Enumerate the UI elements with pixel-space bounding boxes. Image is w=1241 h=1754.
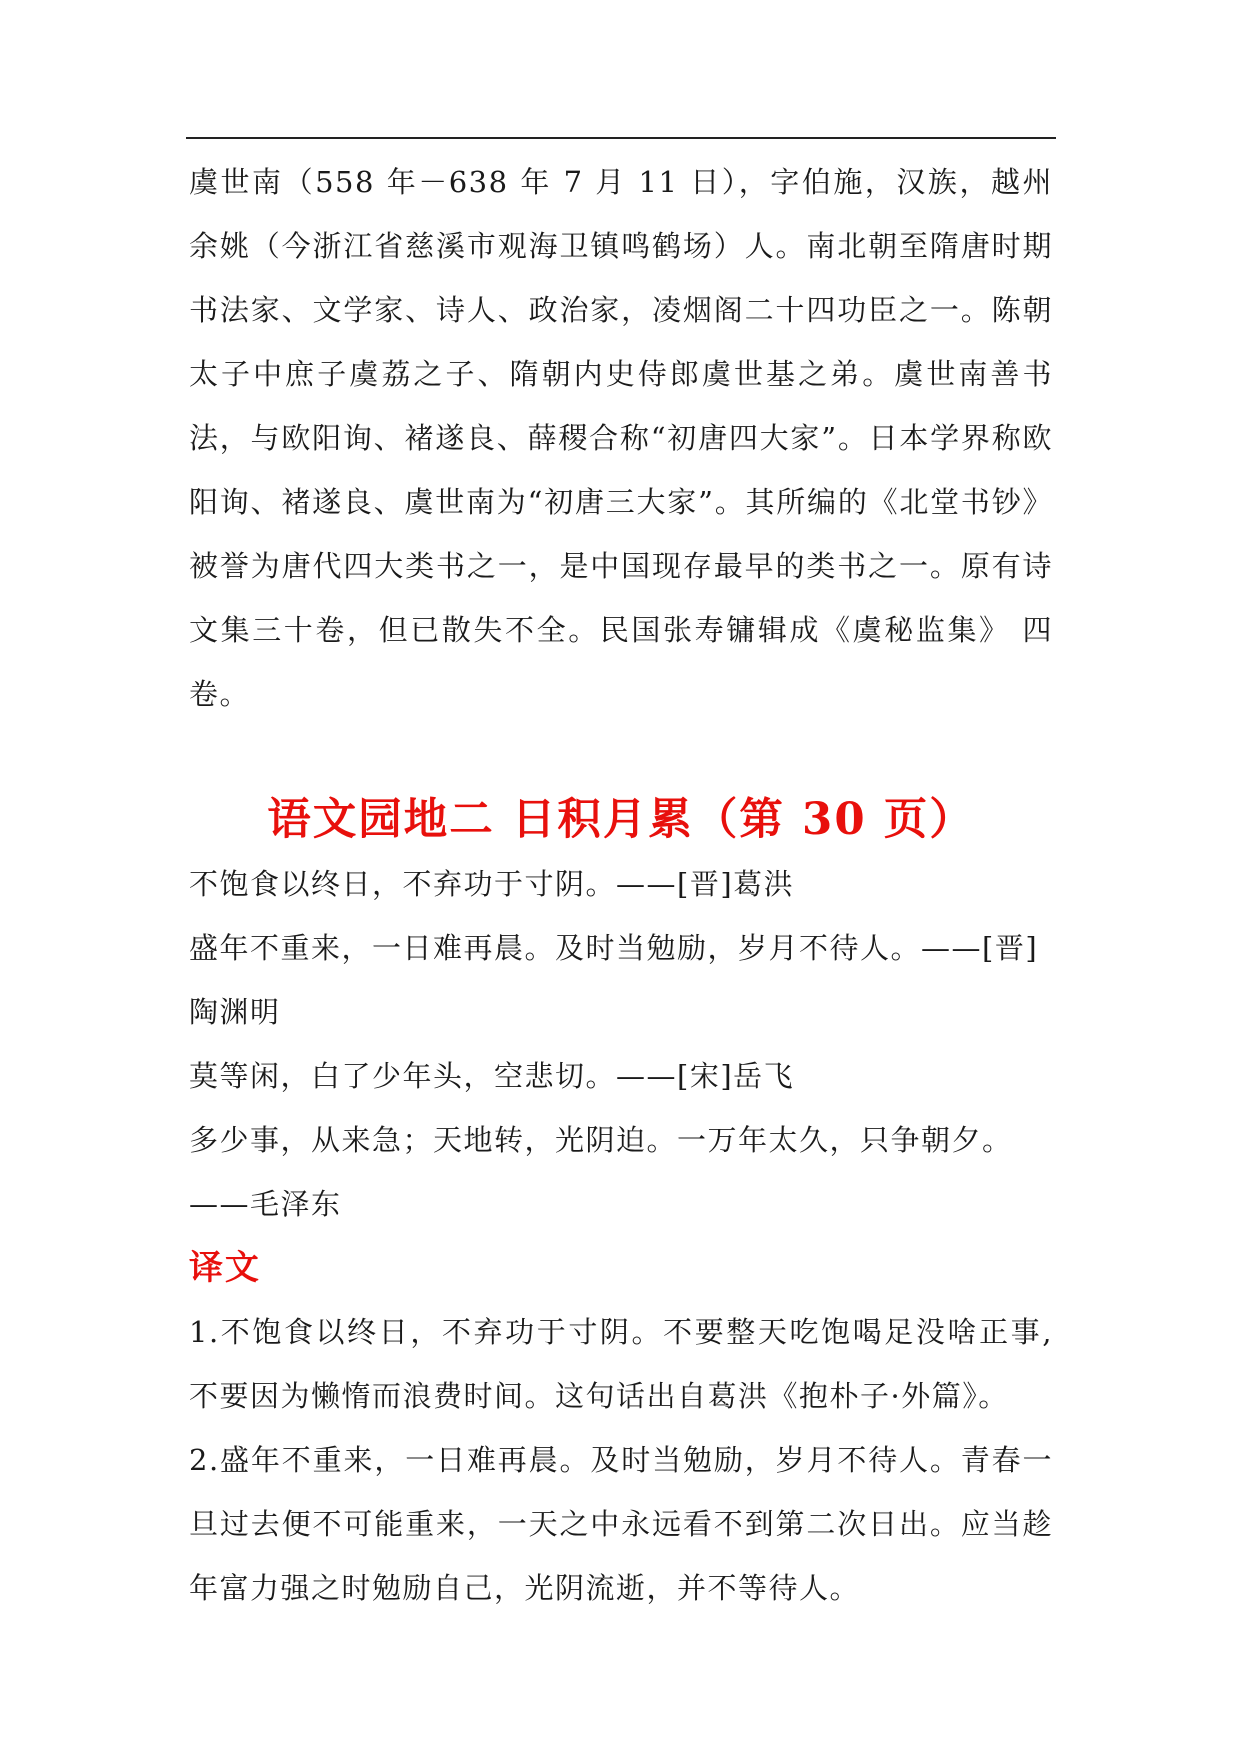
page-content xyxy=(189,150,1053,1620)
quote-item: 莫等闲，白了少年头，空悲切。——[宋]岳飞 xyxy=(189,1059,795,1093)
translation-heading: 译文 xyxy=(189,1248,261,1288)
section-title: 语文园地二 日积月累（第 30 页） xyxy=(267,794,975,845)
translation-list xyxy=(189,1300,1053,1620)
header-rule xyxy=(186,137,1056,139)
translation-item: 1.不饱食以终日，不弃功于寸阴。不要整天吃饱喝足没啥正事,不要因为懒惰而浪费时间。这句话出自葛洪《抱朴子·外篇》。 xyxy=(189,1315,1053,1413)
translation-item: 2.盛年不重来，一日难再晨。及时当勉励，岁月不待人。青春一旦过去便不可能重来，一天之中永远看不到第二次日出。应当趁年富力强之时勉励自己，光阴流逝，并不等待人。 xyxy=(189,1443,1053,1605)
quote-list xyxy=(189,852,1053,1236)
quote-item: 盛年不重来，一日难再晨。及时当勉励，岁月不待人。——[晋]陶渊明 xyxy=(189,931,1039,1029)
biography-paragraph: 虞世南（558 年－638 年 7 月 11 日），字伯施，汉族，越州余姚（今浙江省慈溪市观海卫镇鸣鹤场）人。南北朝至隋唐时期书法家、文学家、诗人、政治家，凌烟阁二十四功臣之一。陈朝太子中庶子虞荔之子、隋朝内史侍郎虞世基之弟。虞世南善书法，与欧阳询、褚遂良、薛稷合称“初唐四大家”。日本学界称欧阳询、褚遂良、虞世南为“初唐三大家”。其所编的《北堂书钞》被誉为唐代四大类书之一，是中国现存最早的类书之一。原有诗文集三十卷，但已散失不全。民国张寿镛辑成《虞秘监集》 四卷。 xyxy=(189,165,1053,711)
quote-item: 多少事，从来急；天地转，光阴迫。一万年太久，只争朝夕。——毛泽东 xyxy=(189,1123,1013,1221)
quote-item: 不饱食以终日，不弃功于寸阴。——[晋]葛洪 xyxy=(189,867,795,901)
